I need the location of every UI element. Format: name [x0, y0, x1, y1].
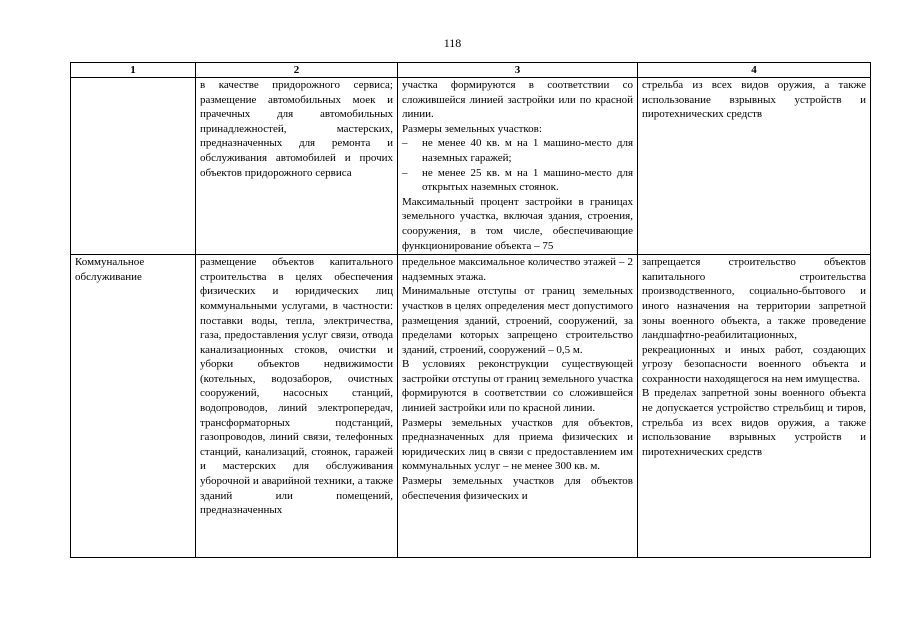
bullet-item	[402, 166, 633, 195]
row2-param-text: Минимальные отступы от границ земельных участков в целях определения мест допустимого размещения зданий, строений, сооружений, за пределами которых запрещено строительство зданий, строений, сооружений – 0,5 м.	[402, 285, 633, 356]
row2-param-text: В условиях реконструкции существующей застройки отступы от границ земельного участка формируются в соответствии со сложившейся линией застройки или по красной линии.	[402, 358, 633, 415]
header-col-4: 4	[638, 63, 871, 78]
row2-restriction-text: В пределах запретной зоны военного объекта не допускается устройство стрельбищ и тиров, стрельба из всех видов оружия, а также использование взрывных устройств и пиротехнических средств	[642, 387, 866, 458]
row2-param-text: Размеры земельных участков для объектов, предназначенных для приема физических и юридических лиц в связи с предоставлением им коммунальных услуг – не менее 300 кв. м.	[402, 416, 633, 473]
row2-description: размещение объектов капитального строительства в целях обеспечения физических и юридических лиц коммунальными услугами, в частности: поставки воды, тепла, электричества, газа, предоставления услуг связи, отвода канализационных стоков, очистки и уборки объектов недвижимости (котельных, водозаборов, очистных сооружений, насосных станций, водопроводов, линий электропередач, трансформаторных подстанций, газопроводов, линий связи, телефонных станций, канализаций, стоянок, гаражей и мастерских для обслуживания уборочной и аварийной техники, а также зданий или помещений, предназначенных	[196, 255, 398, 558]
row1-use-type	[71, 78, 196, 255]
header-col-2: 2	[196, 63, 398, 78]
bullet-text: не менее 25 кв. м на 1 машино-место для открытых наземных стоянок.	[422, 166, 633, 194]
row2-parameters	[398, 255, 638, 558]
regulations-table	[70, 62, 871, 558]
row1-param-text: участка формируются в соответствии со сложившейся линией застройки или по красной линии.	[402, 79, 633, 121]
page-number: 118	[443, 36, 462, 50]
row2-restrictions	[638, 255, 871, 558]
row2-param-text: Размеры земельных участков для объектов обеспечения физических и	[402, 475, 633, 502]
table-row	[71, 78, 871, 255]
row1-param-text: Максимальный процент застройки в границах земельного участка, включая здания, строения, сооружения, в том числе, обеспечивающие функционирование объекта – 75	[402, 195, 633, 252]
row1-restrictions: стрельба из всех видов оружия, а также использование взрывных устройств и пиротехнических средств	[638, 78, 871, 255]
row2-use-type: Коммунальное обслуживание	[71, 255, 196, 558]
row1-param-text: Размеры земельных участков:	[402, 122, 542, 135]
row1-parameters	[398, 78, 638, 255]
bullet-text: не менее 40 кв. м на 1 машино-место для наземных гаражей;	[422, 137, 633, 164]
table-header-row	[71, 63, 871, 78]
bullet-dash: –	[402, 166, 408, 179]
bullet-item	[402, 136, 633, 165]
bullet-dash: –	[402, 137, 408, 150]
header-col-3: 3	[398, 63, 638, 78]
row1-description: в качестве придорожного сервиса; размещение автомобильных моек и прачечных для автомобильных принадлежностей, мастерских, предназначенных для ремонта и обслуживания автомобилей и прочих объектов придорожного сервиса	[196, 78, 398, 255]
table-row	[71, 255, 871, 558]
header-col-1: 1	[71, 63, 196, 78]
row2-restriction-text: запрещается строительство объектов капитального строительства производственного, социально-бытового и иного назначения на территории запретной зоны военного объекта, а также проведение ландшафтно-реабилитационных, рекреационных и иных работ, создающих угрозу безопасности военного объекта и сохранности находящегося на нем имущества.	[642, 256, 866, 385]
row2-param-text: предельное максимальное количество этажей – 2 надземных этажа.	[402, 256, 633, 283]
